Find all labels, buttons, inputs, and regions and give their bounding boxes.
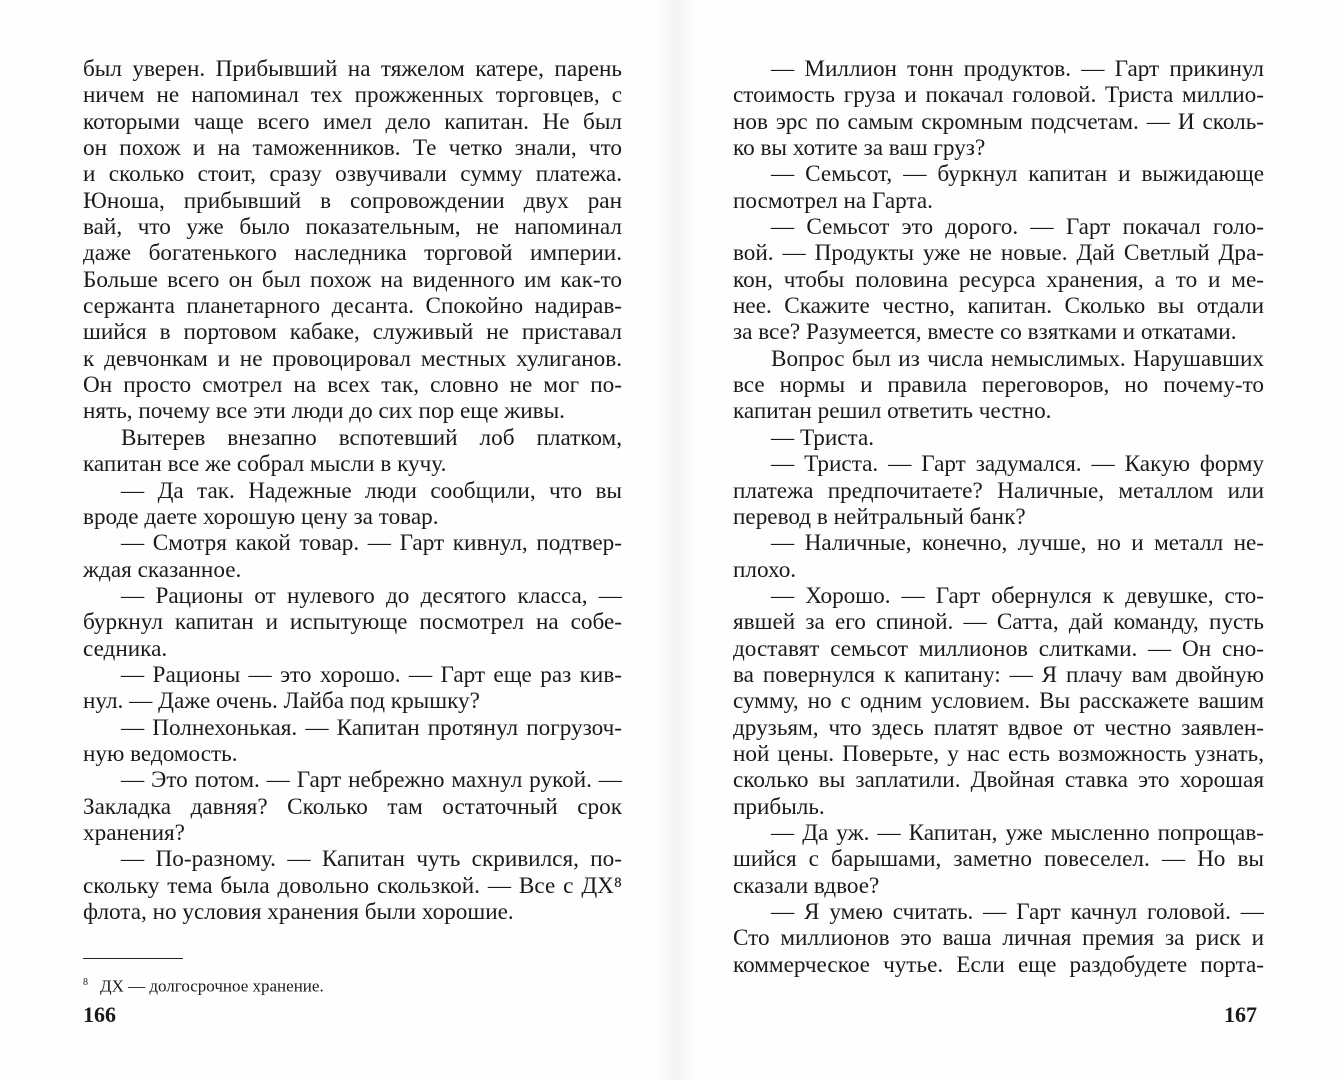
text-line: Вопрос был из числа немыслимых. Нарушавших: [771, 345, 1264, 372]
text-line: ко вы хотите за ваш груз?: [733, 135, 986, 162]
text-line: нять, почему все эти люди до сих пор еще живы.: [83, 398, 565, 425]
text-line: ную ведомость.: [83, 740, 238, 767]
text-line: ничем не напоминал тех прожженных торговцев, с: [83, 82, 622, 109]
text-line: Вытерев внезапно вспотевший лоб платком,: [121, 424, 622, 451]
text-line: сумму, но с одним условием. Вы расскажете вашим: [733, 688, 1264, 715]
text-line: стоимость груза и покачал головой. Триста миллио-: [733, 82, 1264, 109]
text-line: — Это потом. — Гарт небрежно махнул рукой. —: [121, 767, 622, 794]
text-line: он похож и на таможенников. Те четко знали, что: [83, 135, 622, 162]
text-line: капитан решил ответить честно.: [733, 398, 1052, 425]
text-line: и сколько стоит, сразу озвучивали сумму платежа.: [83, 161, 622, 188]
footnote-rule: [83, 958, 183, 959]
text-line: друзьям, что здесь платят вдвое от честно заявлен-: [733, 714, 1264, 741]
text-line: — Наличные, конечно, лучше, но и металл не-: [771, 530, 1264, 557]
page-number-left: 166: [83, 1002, 116, 1027]
text-line: нее. Скажите честно, капитан. Сколько вы отдали: [733, 293, 1264, 320]
footnote: [83, 972, 324, 998]
text-line: — Да так. Надежные люди сообщили, что вы: [121, 477, 622, 504]
text-line: посмотрел на Гарта.: [733, 187, 933, 214]
text-line: — Семьсот, — буркнул капитан и выжидающе: [771, 161, 1264, 188]
left-page-body: [83, 56, 622, 925]
text-line: сержанта планетарного десанта. Спокойно надирав-: [83, 293, 622, 320]
text-line: — Триста.: [771, 424, 875, 451]
text-line: шийся в портовом кабаке, служивый не приставал: [83, 319, 622, 346]
text-line: сколько вы заплатили. Двойная ставка это хорошая: [733, 767, 1264, 794]
text-line: сказали вдвое?: [733, 872, 880, 899]
text-line: к девчонкам и не провоцировал местных хулиганов.: [83, 345, 622, 372]
page-number-right: 167: [1224, 1002, 1257, 1027]
text-line: — Полнехонькая. — Капитан протянул погрузоч-: [121, 714, 622, 741]
text-line: — Да уж. — Капитан, уже мысленно попрощав-: [771, 819, 1264, 846]
text-line: кон, чтобы половина ресурса хранения, а то и ме-: [733, 266, 1264, 293]
text-line: Юноша, прибывший в сопровождении двух ран: [83, 187, 622, 214]
text-line: прибыль.: [733, 793, 825, 820]
text-line: ной цены. Поверьте, у нас есть возможность узнать,: [733, 740, 1264, 767]
text-line: — Триста. — Гарт задумался. — Какую форму: [771, 451, 1264, 478]
text-line: вроде даете хорошую цену за товар.: [83, 503, 439, 530]
text-line: Закладка давняя? Сколько там остаточный срок: [83, 793, 622, 820]
text-line: — По-разному. — Капитан чуть скривился, по-: [121, 846, 622, 873]
text-line: — Миллион тонн продуктов. — Гарт прикинул: [771, 56, 1264, 82]
text-line: плохо.: [733, 556, 797, 583]
book-gutter: [655, 0, 695, 1080]
text-line: — Рационы — это хорошо. — Гарт еще раз кив-: [121, 661, 622, 688]
text-line: — Рационы от нулевого до десятого класса, —: [121, 582, 622, 609]
text-line: перевод в нейтральный банк?: [733, 503, 1026, 530]
text-line: все нормы и правила переговоров, но почему-то: [733, 372, 1264, 399]
text-line: вой. — Продукты уже не новые. Дай Светлый Дра-: [733, 240, 1264, 267]
text-line: вай, что уже было показательным, не напоминал: [83, 214, 622, 241]
text-line: нул. — Даже очень. Лайба под крышку?: [83, 688, 480, 715]
text-line: хранения?: [83, 819, 185, 846]
text-line: нов эрс по самым скромным подсчетам. — И сколь-: [733, 108, 1264, 135]
text-line: Сто миллионов это ваша личная премия за риск и: [733, 925, 1264, 952]
text-line: седника.: [83, 635, 168, 662]
text-line: явшей за его спиной. — Сатта, дай команду, пусть: [733, 609, 1264, 636]
text-line: Он просто смотрел на всех так, словно не мог по-: [83, 372, 622, 399]
text-line: флота, но условия хранения были хорошие.: [83, 899, 514, 925]
text-line: — Я умею считать. — Гарт качнул головой. —: [771, 899, 1264, 925]
text-line: Больше всего он был похож на виденного им как-то: [83, 266, 622, 293]
text-line: которыми чаще всего имел дело капитан. Не был: [83, 108, 622, 135]
text-line: — Смотря какой товар. — Гарт кивнул, подтвер-: [121, 530, 622, 557]
footnote-marker: 8: [83, 977, 88, 988]
text-line: буркнул капитан и испытующе посмотрел на собе-: [83, 609, 622, 636]
right-page-body: [733, 56, 1264, 978]
text-line: был уверен. Прибывший на тяжелом катере, парень: [83, 56, 622, 82]
text-line: даже богатенького наследника торговой империи.: [83, 240, 622, 267]
text-line: — Семьсот это дорого. — Гарт покачал голо-: [771, 214, 1264, 241]
text-line: шийся с барышами, заметно повеселел. — Но вы: [733, 846, 1264, 873]
text-line: капитан все же собрал мысли в кучу.: [83, 451, 447, 478]
text-line: доставят семьсот миллионов слитками. — Он сно-: [733, 635, 1264, 662]
text-line: ва повернулся к капитану: — Я плачу вам двойную: [733, 661, 1264, 688]
text-line: ждая сказанное.: [83, 556, 242, 583]
footnote-text: ДХ — долгосрочное хранение.: [100, 976, 324, 996]
text-line: коммерческое чутье. Если еще раздобудете порта-: [733, 951, 1264, 978]
text-line: — Хорошо. — Гарт обернулся к девушке, сто-: [771, 582, 1264, 609]
text-line: платежа предпочитаете? Наличные, металлом или: [733, 477, 1264, 504]
text-line: скольку тема была довольно скользкой. — Все с ДХ⁸: [83, 872, 622, 899]
text-line: за все? Разумеется, вместе со взятками и откатами.: [733, 319, 1237, 346]
